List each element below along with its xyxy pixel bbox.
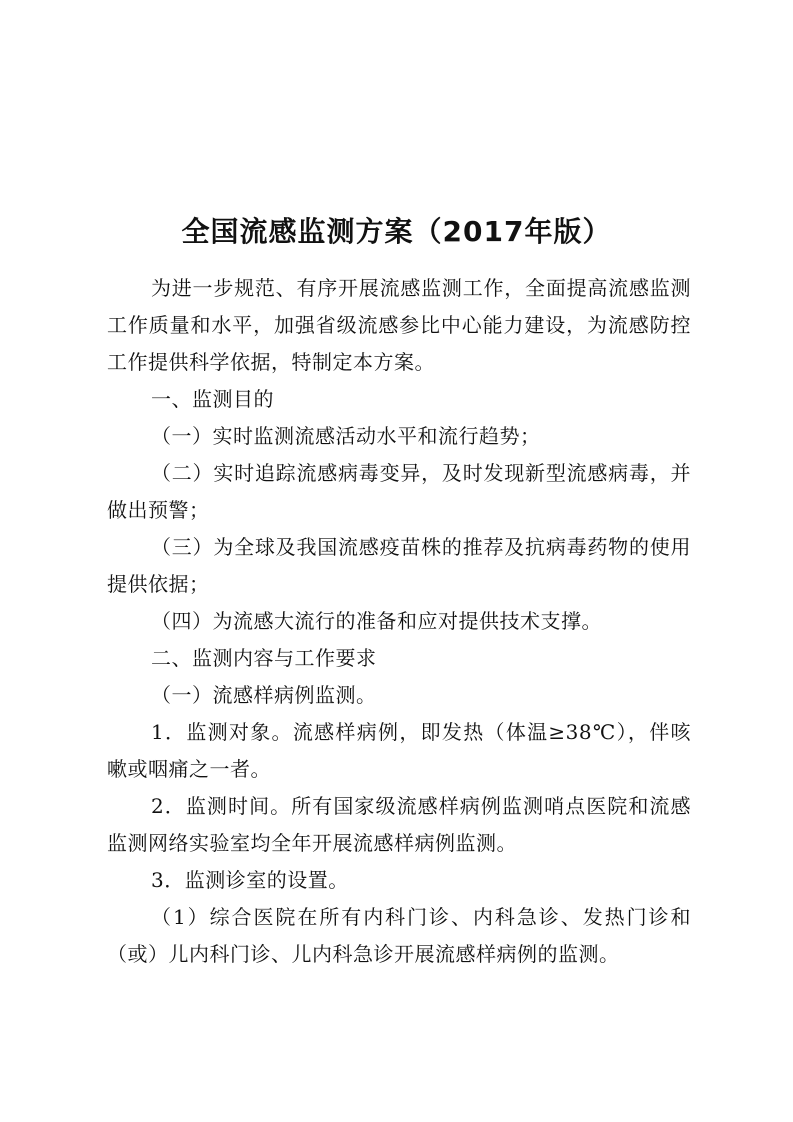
list-item-purpose-3: （三）为全球及我国流感疫苗株的推荐及抗病毒药物的使用提供依据； xyxy=(107,535,691,596)
document-body xyxy=(107,270,691,973)
list-item-purpose-2: （二）实时追踪流感病毒变异，及时发现新型流感病毒，并做出预警； xyxy=(107,461,691,522)
subheading-ili-surveillance: （一）流感样病例监测。 xyxy=(151,683,377,707)
document-title: 全国流感监测方案（2017年版） xyxy=(181,215,612,248)
item-clinic-setup: 3．监测诊室的设置。 xyxy=(151,868,349,892)
paragraph-intro: 为进一步规范、有序开展流感监测工作，全面提高流感监测工作质量和水平，加强省级流感参比中心能力建设，为流感防控工作提供科学依据，特制定本方案。 xyxy=(107,276,691,374)
list-item-purpose-4: （四）为流感大流行的准备和应对提供技术支撑。 xyxy=(151,609,602,633)
item-surveillance-time: 2．监测时间。所有国家级流感样病例监测哨点医院和流感监测网络实验室均全年开展流感样病例监测。 xyxy=(107,794,691,855)
heading-section-1: 一、监测目的 xyxy=(151,387,274,411)
item-general-hospital: （1）综合医院在所有内科门诊、内科急诊、发热门诊和（或）儿内科门诊、儿内科急诊开展流感样病例的监测。 xyxy=(107,905,691,966)
heading-section-2: 二、监测内容与工作要求 xyxy=(151,646,377,670)
list-item-purpose-1: （一）实时监测流感活动水平和流行趋势； xyxy=(151,424,541,448)
item-surveillance-target: 1．监测对象。流感样病例，即发热（体温≥38℃），伴咳嗽或咽痛之一者。 xyxy=(107,720,691,781)
